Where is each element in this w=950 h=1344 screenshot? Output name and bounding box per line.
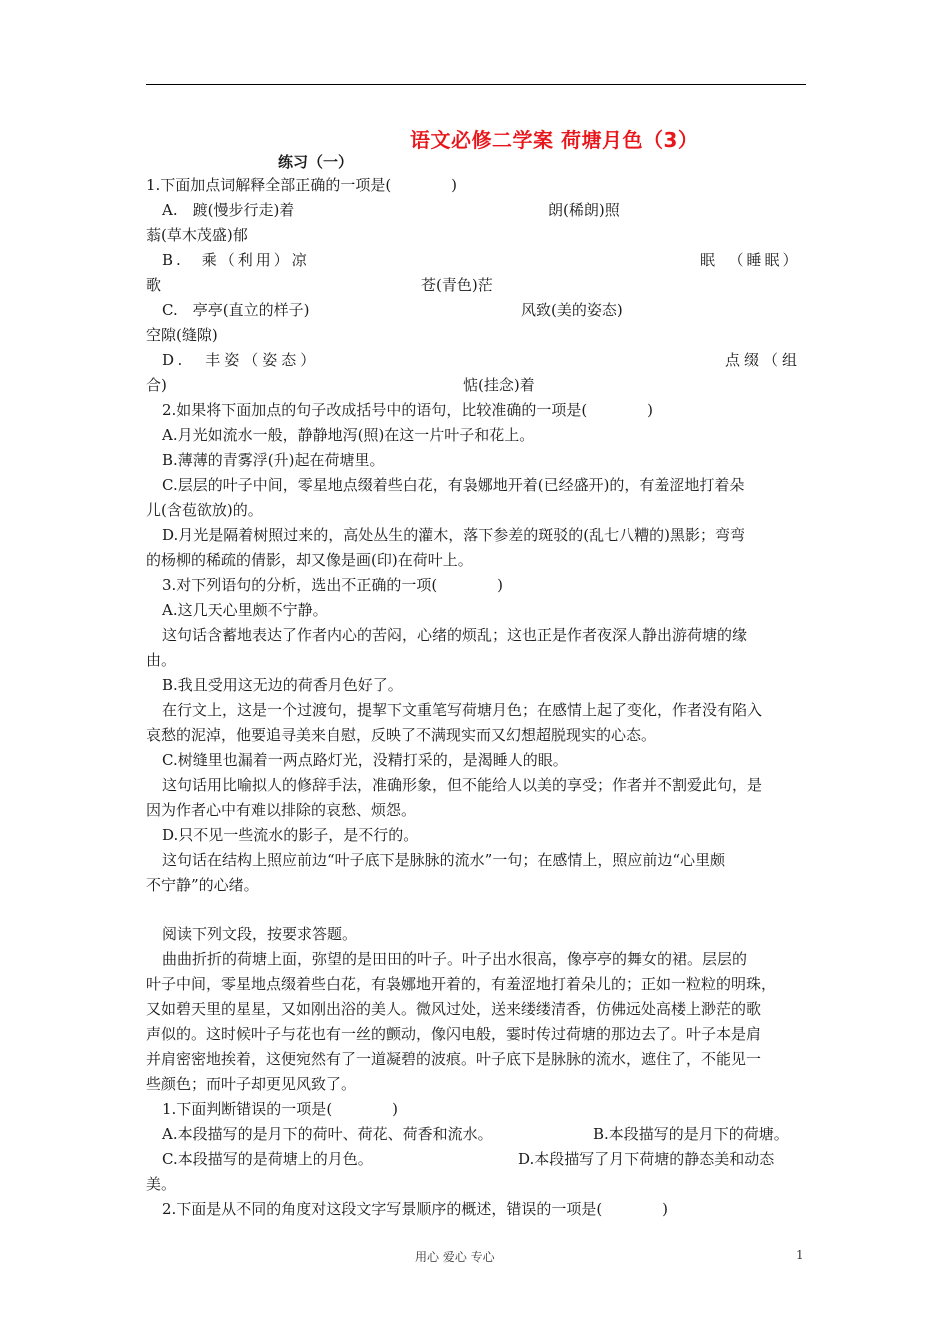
q3-option-d-explain-cont: 不宁静”的心绪。 [146, 876, 259, 894]
q3-option-b-explain-cont: 哀愁的泥淖，他要追寻美来自慰，反映了不满现实而又幻想超脱现实的心态。 [146, 726, 657, 744]
q1-stem: 1.下面加点词解释全部正确的一项是( ) [146, 176, 458, 194]
q3-option-a-explain: 这句话含蓄地表达了作者内心的苦闷，心绪的烦乱；这也正是作者夜深人静出游荷塘的缘 [162, 626, 748, 644]
q1-option-b-word2-cont: 歌 [146, 276, 162, 294]
q1-option-d: D. 丰姿（姿态） [162, 351, 320, 369]
q3-option-b-explain: 在行文上，这是一个过渡句，提挈下文重笔写荷塘月色；在感情上起了变化，作者没有陷入 [162, 701, 763, 719]
q2-stem: 2.如果将下面加点的句子改成括号中的语句，比较准确的一项是( ) [162, 401, 654, 419]
q3-option-c: C.树缝里也漏着一两点路灯光，没精打采的，是渴睡人的眼。 [162, 751, 568, 769]
reading-intro: 阅读下列文段，按要求答题。 [162, 925, 358, 943]
q1-option-c-word3: 空隙(缝隙) [146, 326, 218, 344]
q2-option-d: D.月光是隔着树照过来的，高处丛生的灌木，落下参差的斑驳的(乱七八糟的)黑影；弯弯 [162, 526, 745, 544]
reading-q1-option-b: B.本段描写的是月下的荷塘。 [593, 1125, 789, 1143]
reading-q1-stem: 1.下面判断错误的一项是( ) [162, 1100, 399, 1118]
passage-line: 叶子中间，零星地点缀着些白花，有袅娜地开着的，有羞涩地打着朵儿的；正如一粒粒的明珠， [146, 975, 777, 993]
passage-line: 声似的。这时候叶子与花也有一丝的颤动，像闪电般，霎时传过荷塘的那边去了。叶子本是肩 [146, 1025, 762, 1043]
q1-option-b-word2: 眠 （睡眠） [700, 251, 801, 269]
q1-option-a-word3: 蓊(草木茂盛)郁 [146, 226, 248, 244]
page-footer: 用心 爱心 专心 [415, 1250, 495, 1264]
q3-option-c-explain: 这句话用比喻拟人的修辞手法，准确形象，但不能给人以美的享受；作者并不割爱此句，是 [162, 776, 763, 794]
q1-option-d-word3: 惦(挂念)着 [463, 376, 535, 394]
section-heading: 练习（一） [278, 153, 354, 171]
q3-stem: 3.对下列语句的分析，选出不正确的一项( ) [162, 576, 504, 594]
reading-q2-stem: 2.下面是从不同的角度对这段文字写景顺序的概述，错误的一项是( ) [162, 1200, 669, 1218]
q3-option-a-explain-cont: 由。 [146, 651, 177, 669]
reading-q1-option-a: A.本段描写的是月下的荷叶、荷花、荷香和流水。 [162, 1125, 493, 1143]
passage-line: 并肩密密地挨着，这便宛然有了一道凝碧的波痕。叶子底下是脉脉的流水，遮住了，不能见一 [146, 1050, 762, 1068]
q2-option-c: C.层层的叶子中间，零星地点缀着些白花，有袅娜地开着(已经盛开)的，有羞涩地打着朵 [162, 476, 745, 494]
q2-option-c-cont: 儿(含苞欲放)的。 [146, 501, 263, 519]
q1-option-c-word2: 风致(美的姿态) [521, 301, 623, 319]
q1-option-a-word2: 朗(稀朗)照 [548, 201, 620, 219]
q1-option-b: B. 乘（利用）凉 [162, 251, 310, 269]
q1-option-c: C. 亭亭(直立的样子) [162, 301, 310, 319]
passage-line: 曲曲折折的荷塘上面，弥望的是田田的叶子。叶子出水很高，像亭亭的舞女的裙。层层的 [162, 950, 748, 968]
q2-option-d-cont: 的杨柳的稀疏的倩影，却又像是画(印)在荷叶上。 [146, 551, 473, 569]
reading-q1-option-d-cont: 美。 [146, 1175, 177, 1193]
q3-option-a: A.这几天心里颇不宁静。 [162, 601, 328, 619]
q2-option-a: A.月光如流水一般，静静地泻(照)在这一片叶子和花上。 [162, 426, 535, 444]
page-title: 语文必修二学案 荷塘月色（3） [410, 128, 699, 152]
q3-option-c-explain-cont: 因为作者心中有难以排除的哀愁、烦怨。 [146, 801, 417, 819]
reading-q1-option-c: C.本段描写的是荷塘上的月色。 [162, 1150, 373, 1168]
q1-option-d-word2: 点缀（组 [725, 351, 802, 369]
q1-option-b-word3: 苍(青色)茫 [421, 276, 493, 294]
header-rule [146, 84, 806, 85]
q3-option-d: D.只不见一些流水的影子，是不行的。 [162, 826, 419, 844]
q1-option-a: A. 踱(慢步行走)着 [162, 201, 295, 219]
passage-line: 些颜色；而叶子却更见风致了。 [146, 1075, 357, 1093]
passage-line: 又如碧天里的星星，又如刚出浴的美人。微风过处，送来缕缕清香，仿佛远处高楼上渺茫的歌 [146, 1000, 762, 1018]
q1-option-d-word2-cont: 合) [146, 376, 167, 394]
q2-option-b: B.薄薄的青雾浮(升)起在荷塘里。 [162, 451, 385, 469]
page-number: 1 [796, 1248, 804, 1262]
reading-q1-option-d: D.本段描写了月下荷塘的静态美和动态 [518, 1150, 775, 1168]
q3-option-d-explain: 这句话在结构上照应前边“叶子底下是脉脉的流水”一句；在感情上，照应前边“心里颇 [162, 851, 726, 869]
q3-option-b: B.我且受用这无边的荷香月色好了。 [162, 676, 403, 694]
